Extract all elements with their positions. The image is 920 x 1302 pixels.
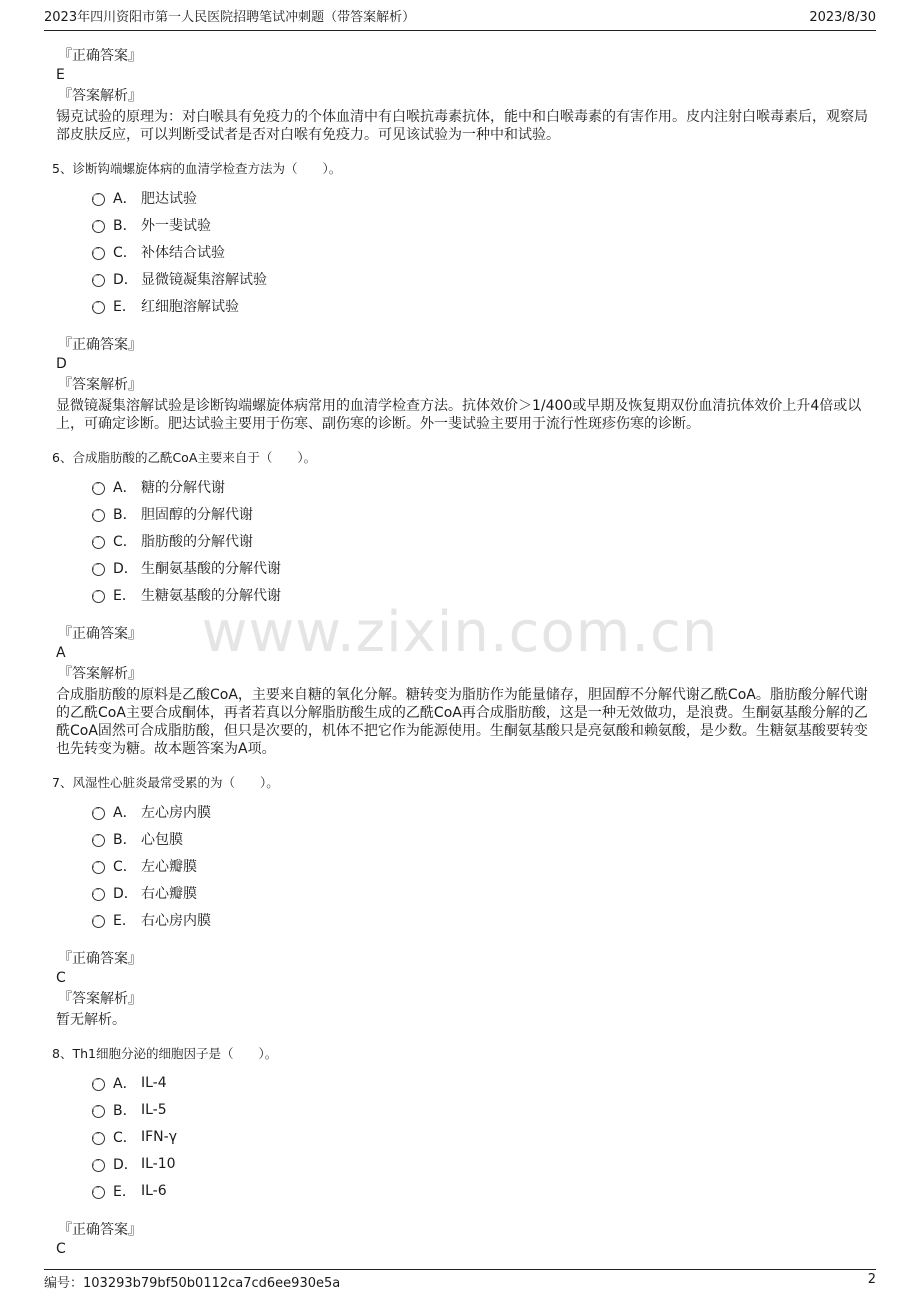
- radio-button-icon[interactable]: [92, 807, 105, 820]
- radio-button-icon[interactable]: [92, 301, 105, 314]
- radio-button-icon[interactable]: [92, 509, 105, 522]
- options-list: [56, 184, 868, 319]
- option-text: 生糖氨基酸的分解代谢: [141, 587, 281, 604]
- radio-button-icon[interactable]: [92, 193, 105, 206]
- correct-answer: C: [56, 970, 66, 986]
- radio-button-icon[interactable]: [92, 563, 105, 576]
- option-text: 左心房内膜: [141, 804, 211, 821]
- question-text: 8、Th1细胞分泌的细胞因子是（ ）。: [52, 1046, 278, 1061]
- option-item[interactable]: [56, 184, 868, 211]
- option-item[interactable]: [56, 825, 868, 852]
- explanation-label: 『答案解析』: [58, 991, 142, 1007]
- correct-answer-label: 『正确答案』: [58, 626, 142, 642]
- options-list: [56, 798, 868, 933]
- option-key: A．: [113, 190, 137, 207]
- answer-block: [56, 624, 868, 758]
- options-list: [56, 1069, 868, 1204]
- correct-answer-label: 『正确答案』: [58, 951, 142, 967]
- option-key: A．: [113, 1075, 137, 1092]
- option-text: IL-6: [141, 1182, 167, 1199]
- correct-answer-label: 『正确答案』: [58, 1222, 142, 1238]
- option-text: IL-4: [141, 1074, 167, 1091]
- option-text: 糖的分解代谢: [141, 479, 225, 496]
- options-list: [56, 473, 868, 608]
- option-text: 心包膜: [141, 831, 183, 848]
- explanation-text: 显微镜凝集溶解试验是诊断钩端螺旋体病常用的血清学检查方法。抗体效价＞1/400或早期及恢复期双份血清抗体效价上升4倍或以上，可确定诊断。肥达试验主要用于伤寒、副伤寒的诊断。外一斐试验主要用于流行性斑疹伤寒的诊断。: [56, 398, 862, 432]
- explanation-text: 合成脂肪酸的原料是乙酸CoA，主要来自糖的氧化分解。糖转变为脂肪作为能量储存，胆固醇不分解代谢乙酰CoA。脂肪酸分解代谢的乙酰CoA主要合成酮体，再者若真以分解脂肪酸生成的乙酰CoA再合成脂肪酸，这是一种无效做功，是浪费。生酮氨基酸分解的乙酰CoA固然可合成脂肪酸，但只是次要的，机体不把它作为能源使用。生酮氨基酸只是亮氨酸和赖氨酸，是少数。生糖氨基酸要转变也先转变为糖。故本题答案为A项。: [56, 687, 868, 757]
- document-code: 编号：103293b79bf50b0112ca7cd6ee930e5a: [44, 1276, 341, 1291]
- option-text: 红细胞溶解试验: [141, 298, 239, 315]
- option-key: B．: [113, 217, 137, 234]
- option-text: 肥达试验: [141, 190, 197, 207]
- answer-block: [56, 1220, 868, 1258]
- option-text: IL-5: [141, 1101, 167, 1118]
- radio-button-icon[interactable]: [92, 247, 105, 260]
- question-text: 6、合成脂肪酸的乙酰CoA主要来自于（ ）。: [52, 450, 317, 465]
- option-key: C．: [113, 858, 137, 875]
- option-key: C．: [113, 244, 137, 261]
- option-key: B．: [113, 1102, 137, 1119]
- radio-button-icon[interactable]: [92, 1186, 105, 1199]
- question-text: 5、诊断钩端螺旋体病的血清学检查方法为（ ）。: [52, 161, 342, 176]
- page-header: [44, 10, 876, 31]
- option-item[interactable]: [56, 554, 868, 581]
- option-key: E．: [113, 912, 136, 929]
- correct-answer: D: [56, 356, 67, 372]
- option-key: C．: [113, 533, 137, 550]
- option-key: B．: [113, 831, 137, 848]
- option-item[interactable]: [56, 1123, 868, 1150]
- option-item[interactable]: [56, 265, 868, 292]
- radio-button-icon[interactable]: [92, 888, 105, 901]
- correct-answer-label: 『正确答案』: [58, 337, 142, 353]
- page-number: 2: [867, 1272, 876, 1287]
- option-item[interactable]: [56, 852, 868, 879]
- option-key: A．: [113, 804, 137, 821]
- question-text: 7、风湿性心脏炎最常受累的为（ ）。: [52, 775, 279, 790]
- option-text: 外一斐试验: [141, 217, 211, 234]
- option-key: A．: [113, 479, 137, 496]
- option-key: D．: [113, 1156, 138, 1173]
- option-item[interactable]: [56, 906, 868, 933]
- option-key: B．: [113, 506, 137, 523]
- radio-button-icon[interactable]: [92, 220, 105, 233]
- page-footer: [44, 1269, 876, 1291]
- radio-button-icon[interactable]: [92, 1105, 105, 1118]
- option-key: E．: [113, 587, 136, 604]
- radio-button-icon[interactable]: [92, 482, 105, 495]
- answer-block: [56, 335, 868, 433]
- correct-answer: A: [56, 645, 66, 661]
- watermark: www.zixin.com.cn: [201, 600, 719, 665]
- explanation-label: 『答案解析』: [58, 377, 142, 393]
- radio-button-icon[interactable]: [92, 536, 105, 549]
- option-text: 右心瓣膜: [141, 885, 197, 902]
- option-item[interactable]: [56, 500, 868, 527]
- option-text: 右心房内膜: [141, 912, 211, 929]
- radio-button-icon[interactable]: [92, 915, 105, 928]
- radio-button-icon[interactable]: [92, 1132, 105, 1145]
- explanation-text: 暂无解析。: [56, 1012, 126, 1028]
- radio-button-icon[interactable]: [92, 861, 105, 874]
- option-text: IL-10: [141, 1155, 176, 1172]
- option-text: 左心瓣膜: [141, 858, 197, 875]
- option-text: 补体结合试验: [141, 244, 225, 261]
- explanation-label: 『答案解析』: [58, 666, 142, 682]
- option-key: C．: [113, 1129, 137, 1146]
- option-key: D．: [113, 885, 138, 902]
- option-text: IFN-γ: [141, 1128, 177, 1145]
- option-key: E．: [113, 1183, 136, 1200]
- exam-content: [52, 46, 868, 1260]
- radio-button-icon[interactable]: [92, 834, 105, 847]
- radio-button-icon[interactable]: [92, 1078, 105, 1091]
- option-text: 显微镜凝集溶解试验: [141, 271, 267, 288]
- answer-block: [56, 949, 868, 1029]
- correct-answer: C: [56, 1241, 66, 1257]
- option-key: D．: [113, 271, 138, 288]
- radio-button-icon[interactable]: [92, 1159, 105, 1172]
- option-key: E．: [113, 298, 136, 315]
- radio-button-icon[interactable]: [92, 590, 105, 603]
- option-item[interactable]: [56, 1177, 868, 1204]
- correct-answer-label: 『正确答案』: [58, 48, 142, 64]
- option-text: 脂肪酸的分解代谢: [141, 533, 253, 550]
- document-title: 2023年四川资阳市第一人民医院招聘笔试冲刺题（带答案解析）: [44, 10, 416, 25]
- option-item[interactable]: [56, 211, 868, 238]
- option-item[interactable]: [56, 581, 868, 608]
- correct-answer: E: [56, 67, 65, 83]
- option-item[interactable]: [56, 798, 868, 825]
- option-item[interactable]: [56, 1150, 868, 1177]
- answer-block: [56, 46, 868, 144]
- radio-button-icon[interactable]: [92, 274, 105, 287]
- document-date: 2023/8/30: [809, 10, 876, 25]
- option-item[interactable]: [56, 879, 868, 906]
- option-text: 生酮氨基酸的分解代谢: [141, 560, 281, 577]
- option-item[interactable]: [56, 292, 868, 319]
- option-item[interactable]: [56, 1096, 868, 1123]
- option-item[interactable]: [56, 527, 868, 554]
- option-item[interactable]: [56, 1069, 868, 1096]
- option-item[interactable]: [56, 238, 868, 265]
- explanation-text: 锡克试验的原理为：对白喉具有免疫力的个体血清中有白喉抗毒素抗体，能中和白喉毒素的有害作用。皮内注射白喉毒素后，观察局部皮肤反应，可以判断受试者是否对白喉有免疫力。可见该试验为一种中和试验。: [56, 109, 868, 143]
- option-key: D．: [113, 560, 138, 577]
- option-item[interactable]: [56, 473, 868, 500]
- explanation-label: 『答案解析』: [58, 88, 142, 104]
- option-text: 胆固醇的分解代谢: [141, 506, 253, 523]
